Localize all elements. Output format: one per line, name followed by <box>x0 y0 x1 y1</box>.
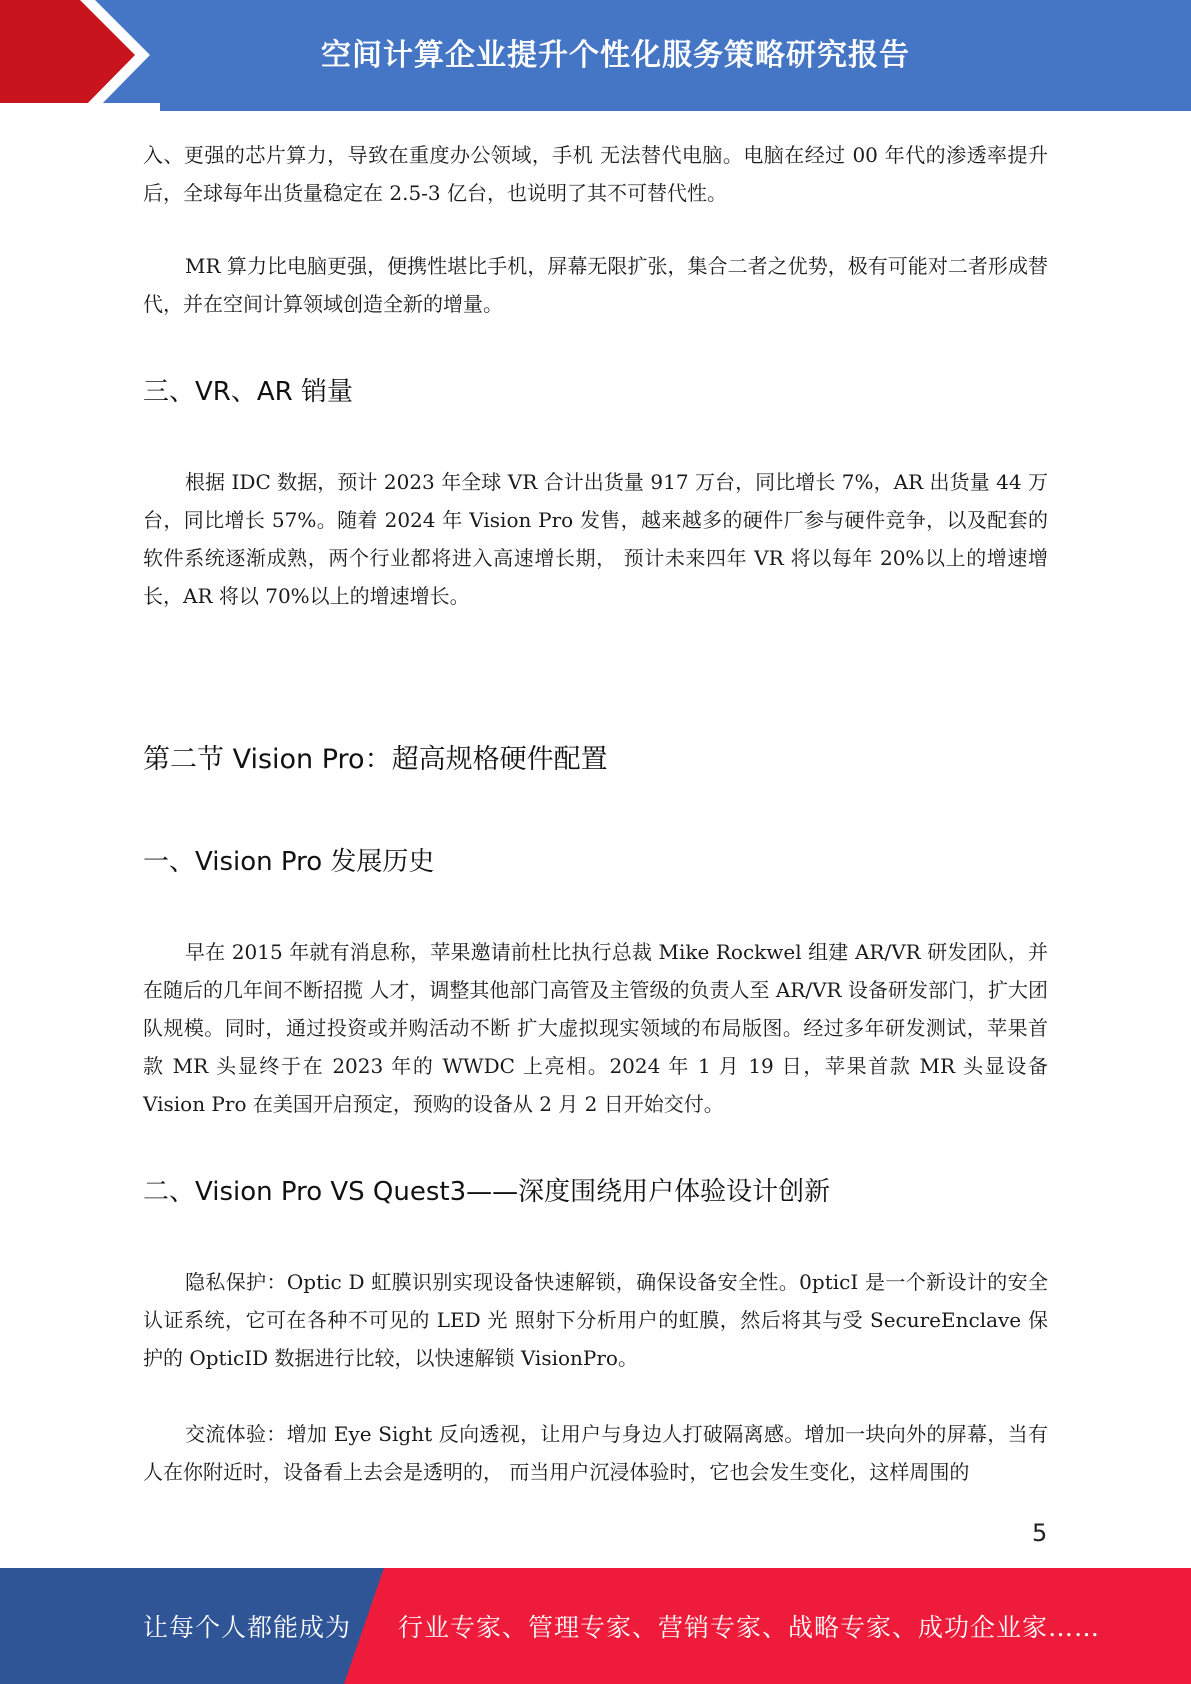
footer-banner <box>0 1568 1191 1684</box>
paragraph-pc-penetration: 入、更强的芯片算力，导致在重度办公领域，手机 无法替代电脑。电脑在经过 00 年代的渗透率提升后，全球每年出货量稳定在 2.5-3 亿台，也说明了其不可替代性。 <box>143 143 1048 205</box>
paragraph-idc-forecast: 根据 IDC 数据，预计 2023 年全球 VR 合计出货量 917 万台，同比增长 7%，AR 出货量 44 万台，同比增长 57%。随着 2024 年 Vision Pro 发售，越来越多的硬件厂参与硬件竞争，以及配套的软件系统逐渐成熟，两个行业都将进入高速增长期， 预计未来四年 VR 将以每年 20%以上的增速增长，AR 将以 70%以上的增速增长。 <box>143 470 1048 608</box>
paragraph-privacy: 隐私保护：Optic D 虹膜识别实现设备快速解锁，确保设备安全性。0pticI 是一个新设计的安全认证系统，它可在各种不可见的 LED 光 照射下分析用户的虹膜，然后将其与受 SecureEnclave 保护的 OpticID 数据进行比较，以快速解锁 VisionPro。 <box>143 1270 1048 1370</box>
footer-slogan-right: 行业专家、管理专家、营销专家、战略专家、成功企业家…… <box>398 1613 1101 1642</box>
heading-vision-pro-vs-quest3: 二、Vision Pro VS Quest3——深度围绕用户体验设计创新 <box>143 1177 831 1207</box>
paragraph-communication: 交流体验：增加 Eye Sight 反向透视，让用户与身边人打破隔离感。增加一块向外的屏幕，当有人在你附近时，设备看上去会是透明的， 而当用户沉浸体验时，它也会发生变化，这样周围的 <box>143 1422 1048 1484</box>
heading-vr-ar-sales: 三、VR、AR 销量 <box>143 377 353 407</box>
paragraph-mr-advantage: MR 算力比电脑更强，便携性堪比手机，屏幕无限扩张，集合二者之优势，极有可能对二者形成替代，并在空间计算领域创造全新的增量。 <box>143 254 1048 316</box>
footer-slogan-left: 让每个人都能成为 <box>143 1613 352 1642</box>
heading-section-2: 第二节 Vision Pro：超高规格硬件配置 <box>143 744 608 775</box>
heading-vision-pro-history: 一、Vision Pro 发展历史 <box>143 847 435 877</box>
page-number: 5 <box>1032 1519 1048 1547</box>
paragraph-history: 早在 2015 年就有消息称，苹果邀请前杜比执行总裁 Mike Rockwel 组建 AR/VR 研发团队，并在随后的几年间不断招揽 人才，调整其他部门高管及主管级的负责人至 AR/VR 设备研发部门，扩大团队规模。同时，通过投资或并购活动不断 扩大虚拟现实领域的布局版图。经过多年研发测试，苹果首款 MR 头显终于在 2023 年的 WWDC 上亮相。2024 年 1 月 19 日，苹果首款 MR 头显设备 Vision Pro 在美国开启预定，预购的设备从 2 月 2 日开始交付。 <box>143 940 1048 1116</box>
report-title: 空间计算企业提升个性化服务策略研究报告 <box>321 37 910 73</box>
header-banner <box>0 0 1191 111</box>
